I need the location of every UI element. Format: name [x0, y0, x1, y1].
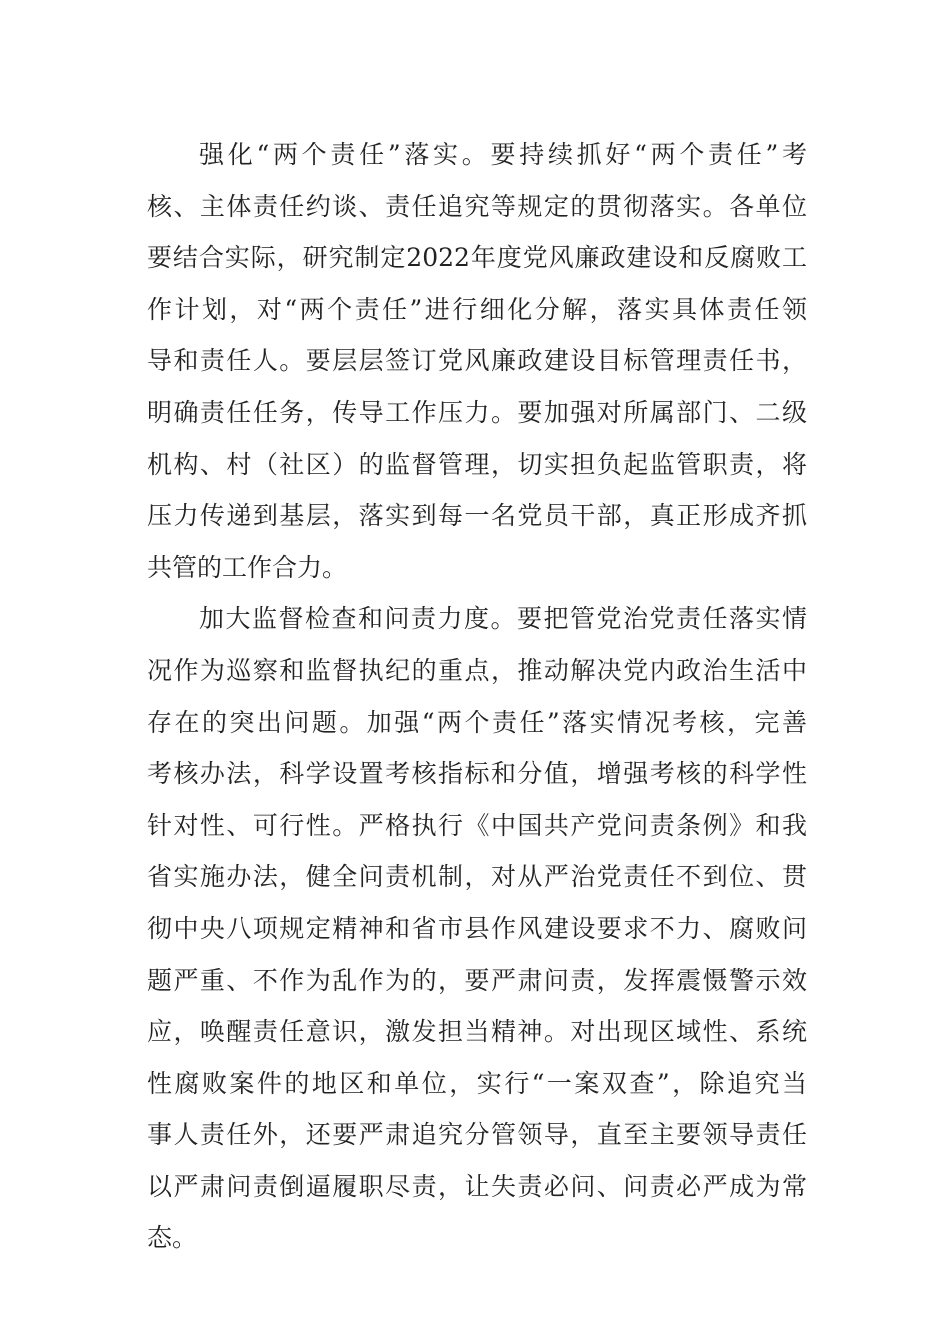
text-line: 导和责任人。要层层签订党风廉政建设目标管理责任书，	[147, 346, 807, 376]
text-line: 核、主体责任约谈、责任追究等规定的贯彻落实。各单位	[147, 191, 807, 221]
text-line: 性腐败案件的地区和单位，实行“一案双查”，除追究当	[147, 1068, 807, 1098]
text-line: 机构、村（社区）的监督管理，切实担负起监管职责，将	[147, 449, 807, 479]
text-line: 以严肃问责倒逼履职尽责，让失责必问、问责必严成为常	[147, 1171, 807, 1201]
text-line: 彻中央八项规定精神和省市县作风建设要求不力、腐败问	[147, 913, 807, 943]
text-line: 针对性、可行性。严格执行《中国共产党问责条例》和我	[147, 810, 807, 840]
text-line: 考核办法，科学设置考核指标和分值，增强考核的科学性	[147, 759, 807, 789]
text-line: 存在的突出问题。加强“两个责任”落实情况考核，完善	[147, 707, 807, 737]
text-line: 省实施办法，健全问责机制，对从严治党责任不到位、贯	[147, 862, 807, 892]
text-line: 况作为巡察和监督执纪的重点，推动解决党内政治生活中	[147, 655, 807, 685]
text-line: 事人责任外，还要严肃追究分管领导，直至主要领导责任	[147, 1120, 807, 1150]
text-line: 态。	[147, 1223, 198, 1253]
text-line: 强化“两个责任”落实。要持续抓好“两个责任”考	[199, 140, 807, 169]
text-line: 要结合实际，研究制定2022年度党风廉政建设和反腐败工	[147, 243, 807, 273]
text-line: 应，唤醒责任意识，激发担当精神。对出现区域性、系统	[147, 1017, 807, 1047]
document-body	[147, 129, 807, 1264]
text-line: 明确责任任务，传导工作压力。要加强对所属部门、二级	[147, 397, 807, 427]
paragraph-2	[147, 593, 807, 1264]
text-line: 加大监督检查和问责力度。要把管党治党责任落实情	[199, 604, 807, 634]
paragraph-1	[147, 129, 807, 593]
text-line: 题严重、不作为乱作为的，要严肃问责，发挥震慑警示效	[147, 965, 807, 995]
text-line: 作计划，对“两个责任”进行细化分解，落实具体责任领	[147, 294, 807, 324]
text-line: 共管的工作合力。	[147, 552, 348, 582]
text-line: 压力传递到基层，落实到每一名党员干部，真正形成齐抓	[147, 501, 807, 531]
